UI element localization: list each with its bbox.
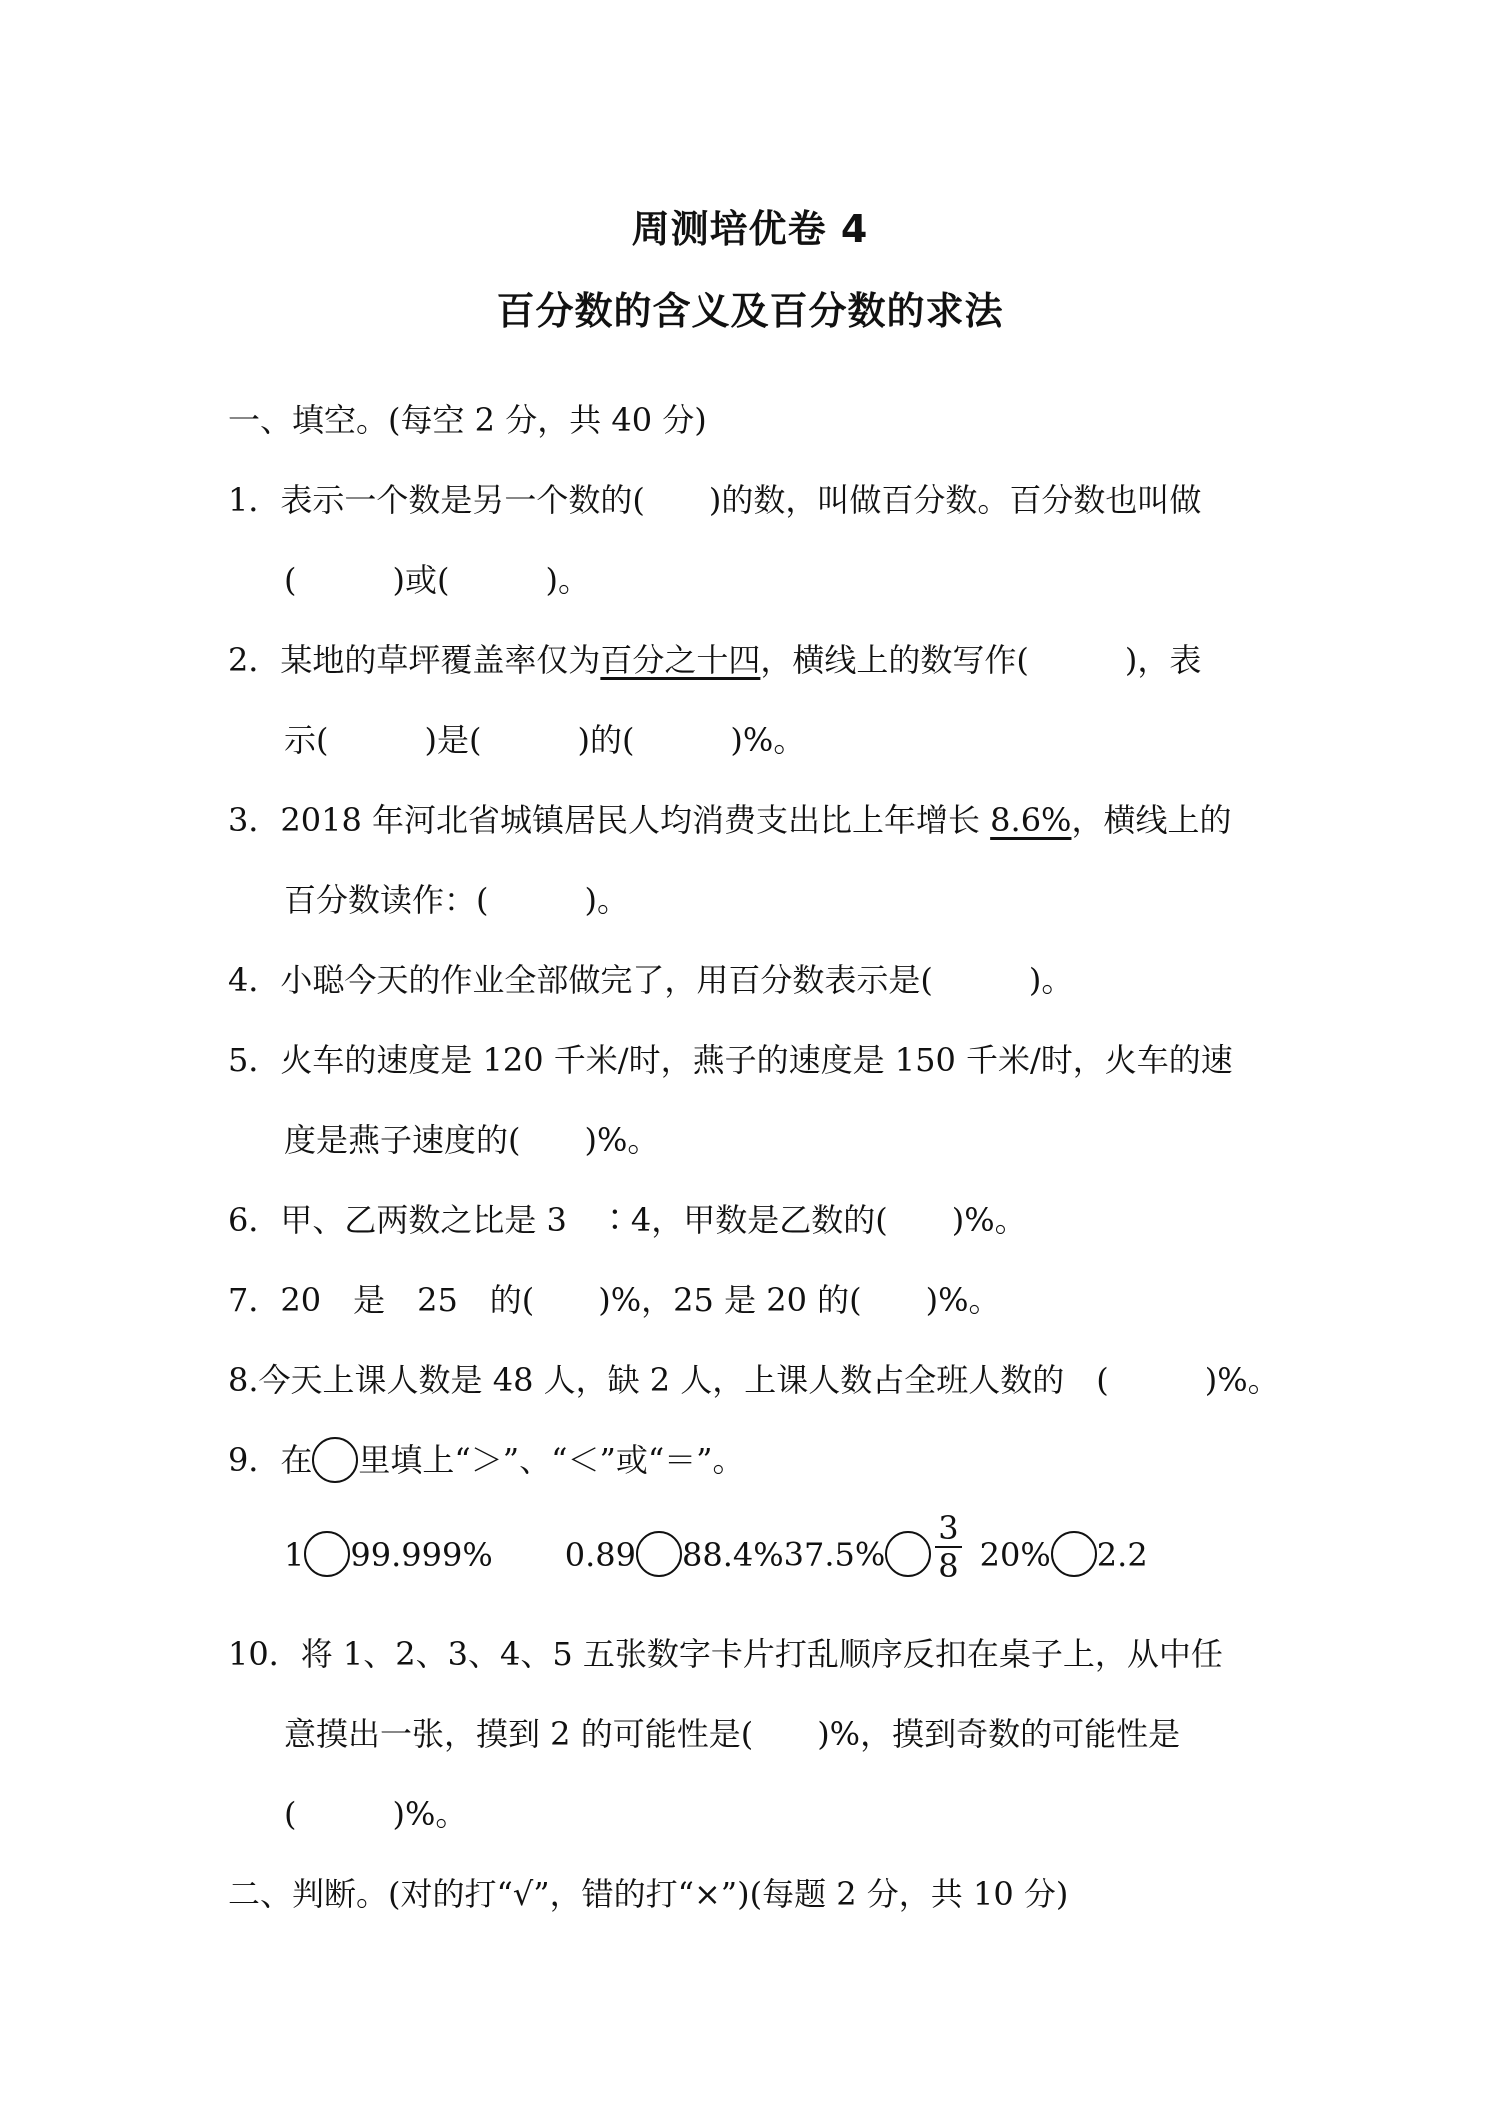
q3-line2: 百分数读作：( )。 <box>284 881 629 919</box>
comparison-2 <box>565 1533 784 1578</box>
q10-line3: ( )%。 <box>284 1795 468 1833</box>
q9-line1 <box>228 1438 745 1483</box>
comparison-3-left: 37.5% <box>783 1535 886 1574</box>
q5-line2: 度是燕子速度的( )%。 <box>284 1121 660 1159</box>
comparison-4-left: 20% <box>979 1535 1051 1574</box>
q1-line2: ( )或( )。 <box>284 561 590 599</box>
q10-line1: 10．将 1、2、3、4、5 五张数字卡片打乱顺序反扣在桌子上，从中任 <box>228 1635 1223 1673</box>
q3-line1 <box>228 798 1231 842</box>
q8-line1: 8.今天上课人数是 48 人，缺 2 人，上课人数占全班人数的 ( )%。 <box>228 1361 1280 1399</box>
comparison-4-circle[interactable] <box>1051 1531 1097 1577</box>
page-title: 周测培优卷 4 <box>631 207 869 251</box>
q2-line1 <box>228 638 1201 682</box>
comparison-2-right: 88.4% <box>681 1535 784 1574</box>
comparison-4 <box>980 1533 1148 1578</box>
q2-text-post: ，横线上的数写作( )，表 <box>760 641 1202 679</box>
q7-line1: 7．20 是 25 的( )%，25 是 20 的( )%。 <box>228 1281 1001 1319</box>
comparison-3 <box>783 1509 968 1585</box>
q3-text-post: ，横线上的 <box>1071 801 1232 839</box>
comparison-2-circle[interactable] <box>636 1531 682 1577</box>
page-subtitle: 百分数的含义及百分数的求法 <box>496 289 1004 333</box>
comparison-1-circle[interactable] <box>304 1531 350 1577</box>
comparison-4-right: 2.2 <box>1096 1535 1148 1574</box>
fraction-denominator: 8 <box>938 1547 959 1585</box>
q4-line1: 4．小聪今天的作业全部做完了，用百分数表示是( )。 <box>228 961 1074 999</box>
q10-line2: 意摸出一张，摸到 2 的可能性是( )%，摸到奇数的可能性是 <box>284 1715 1181 1753</box>
section2-heading: 二、判断。(对的打“√”，错的打“×”)(每题 2 分，共 10 分) <box>228 1875 1069 1913</box>
q1-line1: 1．表示一个数是另一个数的( )的数，叫做百分数。百分数也叫做 <box>228 481 1202 519</box>
comparison-1 <box>284 1533 493 1578</box>
q5-line1: 5．火车的速度是 120 千米/时，燕子的速度是 150 千米/时，火车的速 <box>228 1041 1233 1079</box>
fraction-three-eighths <box>935 1510 961 1584</box>
q2-line2: 示( )是( )的( )%。 <box>284 721 806 759</box>
comparison-2-left: 0.89 <box>564 1535 636 1574</box>
q6-line1: 6．甲、乙两数之比是 3 ∶4，甲数是乙数的( )%。 <box>228 1201 1027 1239</box>
section1-heading: 一、填空。(每空 2 分，共 40 分) <box>228 401 707 439</box>
comparison-3-circle[interactable] <box>885 1531 931 1577</box>
q2-text-pre: 2．某地的草坪覆盖率仅为 <box>228 641 601 679</box>
comparison-1-right: 99.999% <box>350 1535 493 1574</box>
q2-underlined-text: 百分之十四 <box>600 641 761 679</box>
q9-text-post: 里填上“＞”、“＜”或“＝”。 <box>358 1441 745 1479</box>
q3-text-pre: 3．2018 年河北省城镇居民人均消费支出比上年增长 <box>228 801 991 839</box>
comparison-1-left: 1 <box>284 1535 305 1574</box>
fraction-numerator: 3 <box>935 1510 961 1548</box>
circle-blank-icon <box>312 1437 358 1483</box>
q9-comparisons <box>284 1509 1148 1585</box>
q9-text-pre: 9．在 <box>228 1441 313 1479</box>
q3-underlined-text: 8.6% <box>990 801 1072 839</box>
